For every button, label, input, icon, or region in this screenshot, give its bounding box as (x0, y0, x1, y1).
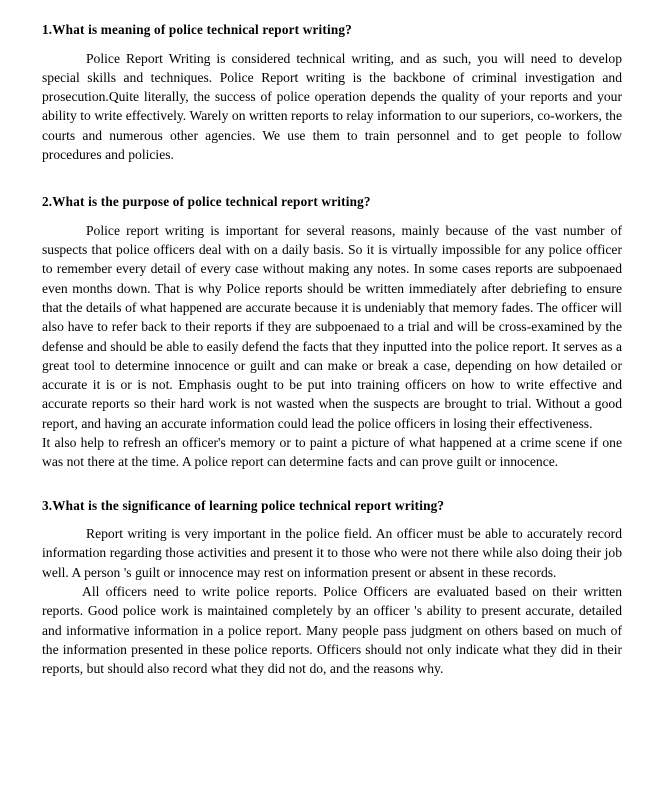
document-section-1 (42, 22, 622, 164)
section-3-paragraph-1: Report writing is very important in the police field. An officer must be able to accurately record information regarding those activities and present it to those who were not there while also doing their job well. A person 's guilt or innocence may rest on information present or absent in these records. (42, 526, 622, 580)
section-heading-1: 1.What is meaning of police technical report writing? (42, 22, 352, 37)
section-2-paragraph-2: It also help to refresh an officer's memory or to paint a picture of what happened at a crime scene if one was not there at the time. A police report can determine facts and can prove guilt or innocence. (42, 435, 622, 470)
section-3-paragraph-2: All officers need to write police reports. Police Officers are evaluated based on their written reports. Good police work is maintained completely by an officer 's ability to present accurate, detailed and informative information in a police report. Many people pass judgment on others based on much of the information presented in these police reports. Officers should not only indicate what they did in their reports, but should also record what they did not do, and the reasons why. (42, 584, 622, 677)
section-heading-3: 3.What is the significance of learning police technical report writing? (42, 497, 445, 513)
section-2-paragraph-1: Police report writing is important for several reasons, mainly because of the vast number of suspects that police officers deal with on a daily basis. So it is virtually impossible for any police officer to remember every detail of every case without making any notes. In some cases reports are subpoenaed even months down. That is why Police reports should be written immediately after debriefing to ensure that the details of what happened are accurate because it is undeniably that memory fades. The officer will also have to refer back to their reports if they are subpoenaed to a trial and will be cross-examined by the defense and should be able to easily defend the facts that they inputted into the police report. It serves as a great tool to determine innocence or guilt and can make or break a case, depending on how detailed or accurate it is or is not. Emphasis ought to be put into training officers on how to write effective and accurate reports so their hard work is not wasted when the suspects are brought to trial. Without a good report, and having an accurate information could lead the police officers in losing their effectiveness. (42, 222, 622, 431)
section-heading-2: 2.What is the purpose of police technical report writing? (42, 194, 371, 210)
document-section-3 (42, 498, 622, 679)
document-section-2 (42, 194, 622, 471)
section-1-paragraph-1: Police Report Writing is considered technical writing, and as such, you will need to develop special skills and techniques. Police Report writing is the backbone of criminal investigation and prosecution.Quite literally, the success of police operation depends the quality of your reports and your ability to write effectively. Warely on written reports to relay information to our superiors, co-workers, the courts and numerous other agencies. We use them to train personnel and to get people to follow procedures and policies. (42, 50, 622, 162)
